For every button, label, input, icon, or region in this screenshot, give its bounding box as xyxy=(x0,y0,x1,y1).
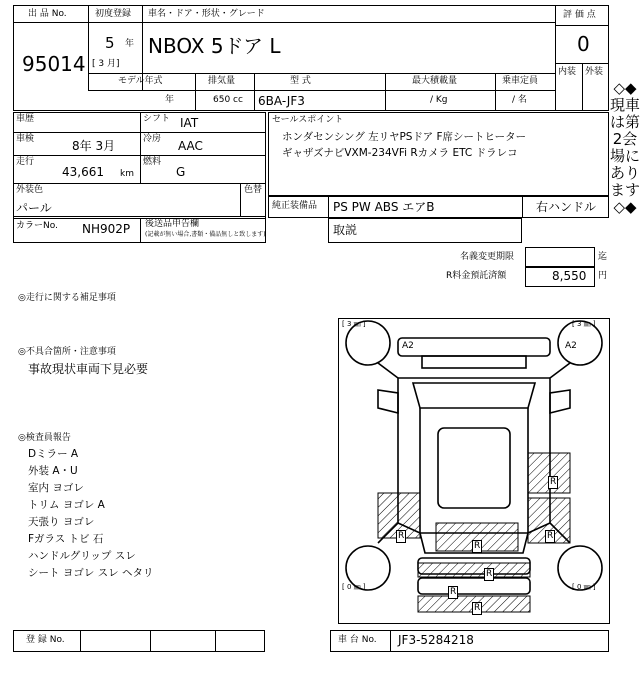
recycle-value: 8,550 xyxy=(552,269,587,283)
first-reg-year-unit: 年 xyxy=(125,39,135,49)
max-load-value: / Kg xyxy=(430,95,448,105)
aftermarket-value-box xyxy=(328,218,522,243)
model-year-value: 年 xyxy=(165,95,175,105)
defects-label: ◎不具合箇所・注意事項 xyxy=(18,347,116,357)
lot-number: 95014 xyxy=(22,52,86,76)
inspector-item: シート ヨゴレ スレ ヘタリ xyxy=(28,567,154,579)
handle-value: 右ハンドル xyxy=(536,200,597,214)
sales-points-line2: ギャザズナビVXM-234VFi Rカメラ ETC ドラレコ xyxy=(282,147,518,159)
first-reg-month: [ 3 月] xyxy=(92,59,120,69)
first-reg-year: 5 xyxy=(105,34,115,52)
inspector-item: 室内 ヨゴレ xyxy=(28,482,84,494)
reg-no-label: 登 録 No. xyxy=(26,635,65,645)
name-change-unit: 迄 xyxy=(598,252,608,262)
mark-r: R xyxy=(550,477,557,487)
mark-r: R xyxy=(486,569,493,579)
ac-value: AAC xyxy=(178,139,203,153)
inspector-item: Dミラー A xyxy=(28,448,79,460)
name-change-label: 名義変更期限 xyxy=(460,252,515,262)
ac-label: 冷房 xyxy=(143,134,162,144)
name-change-box xyxy=(525,247,595,267)
inspector-item: Fガラス トビ 石 xyxy=(28,533,104,545)
chassis-label: 車 台 No. xyxy=(338,635,377,645)
car-outline xyxy=(338,318,610,624)
mark-r: R xyxy=(474,603,481,613)
displacement-value: 650 cc xyxy=(213,95,243,105)
aftermarket-value: 取説 xyxy=(333,223,358,237)
fuel-value: G xyxy=(176,165,186,179)
mark-a2-left: A2 xyxy=(402,341,414,351)
shift-value: IAT xyxy=(180,116,199,130)
mileage-unit: km xyxy=(120,169,134,179)
vehicle-name-label: 車名・ドア・形状・グレード xyxy=(148,9,265,19)
inspector-item: トリム ヨゴレ A xyxy=(28,499,105,511)
driving-notes-label: ◎走行に関する補足事項 xyxy=(18,293,116,303)
inspector-label: ◎検査員報告 xyxy=(18,433,71,443)
type-value: 6BA-JF3 xyxy=(258,94,305,108)
equipment-label: 純正装備品 xyxy=(272,201,318,211)
tire-rear-right: [ 0 ㎜ ] xyxy=(572,583,596,591)
capacity-label: 乗車定員 xyxy=(502,76,539,86)
fuel-label: 燃料 xyxy=(143,157,162,167)
equipment-value: PS PW ABS エアB xyxy=(333,200,435,214)
mark-a2-right: A2 xyxy=(565,341,577,351)
sales-points-label: セールスポイント xyxy=(272,115,344,125)
history-label: 車歴 xyxy=(16,114,35,124)
aftermarket-label: 後送品申告欄 xyxy=(145,219,200,229)
side-notice: ◇◆現車は第2会場にあります◇◆ xyxy=(610,79,640,216)
color-no-value: NH902P xyxy=(82,222,131,236)
inspection-label: 車検 xyxy=(16,134,35,144)
max-load-label: 最大積載量 xyxy=(412,76,458,86)
exterior-label: 外装 xyxy=(585,67,604,77)
mark-r: R xyxy=(547,531,554,541)
type-label: 型 式 xyxy=(290,76,311,86)
rating-value: 0 xyxy=(577,32,590,56)
mileage-label: 走行 xyxy=(16,157,35,167)
capacity-value: / 名 xyxy=(512,95,527,105)
shift-label: シフト xyxy=(143,114,171,124)
displacement-label: 排気量 xyxy=(208,76,236,86)
inspector-item: ハンドルグリップ スレ xyxy=(28,550,136,562)
recycle-unit: 円 xyxy=(598,271,608,281)
chassis-value: JF3-5284218 xyxy=(398,633,474,647)
mark-r: R xyxy=(474,541,481,551)
ext-color-label: 外装色 xyxy=(16,185,44,195)
interior-label: 内装 xyxy=(558,67,577,77)
inspector-item: 天張り ヨゴレ xyxy=(28,516,95,528)
mark-r: R xyxy=(398,531,405,541)
lot-label: 出 品 No. xyxy=(28,9,67,19)
ext-color-value: パール xyxy=(16,201,52,215)
inspector-item: 外装 A・U xyxy=(28,465,78,477)
sales-points-line1: ホンダセンシング 左リヤPSドア F席シートヒーター xyxy=(282,131,527,143)
tire-rear-left: [ 0 ㎜ ] xyxy=(342,583,366,591)
mileage-value: 43,661 xyxy=(62,165,104,179)
aftermarket-note: (記載が無い場合,書類・備品無しと致します) xyxy=(145,231,266,238)
tire-front-right: [ 3 ㎜ ] xyxy=(572,320,596,328)
color-change-label: 色替 xyxy=(244,185,263,195)
mark-r: R xyxy=(450,587,457,597)
first-reg-label: 初度登録 xyxy=(95,9,132,19)
color-no-label: カラーNo. xyxy=(16,221,58,231)
model-year-label: モデル年式 xyxy=(118,76,163,86)
recycle-label: R料金預託済額 xyxy=(446,271,507,281)
defects-text: 事故現状車両下見必要 xyxy=(28,362,149,376)
vehicle-name: NBOX 5ドア L xyxy=(148,34,281,58)
rating-label: 評 価 点 xyxy=(563,10,596,20)
tire-front-left: [ 3 ㎜ ] xyxy=(342,320,366,328)
inspection-value: 8年 3月 xyxy=(72,139,116,153)
